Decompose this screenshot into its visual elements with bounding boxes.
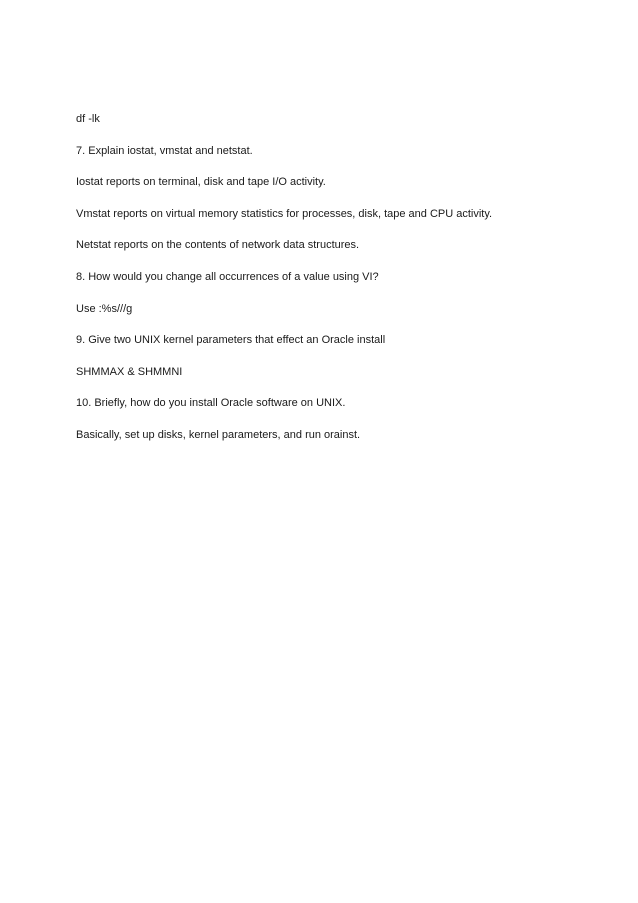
answer-netstat: Netstat reports on the contents of network data structures. (76, 239, 360, 252)
question-9: 9. Give two UNIX kernel parameters that effect an Oracle install (76, 334, 386, 347)
question-7: 7. Explain iostat, vmstat and netstat. (76, 144, 253, 157)
answer-8: Use :%s///g (76, 302, 133, 315)
answer-10: Basically, set up disks, kernel parameters, and run orainst. (76, 428, 361, 441)
answer-vmstat: Vmstat reports on virtual memory statistics for processes, disk, tape and CPU activity. (76, 207, 493, 220)
document-body (76, 112, 596, 460)
question-8: 8. How would you change all occurrences of a value using VI? (76, 270, 379, 283)
answer-9: SHMMAX & SHMMNI (76, 365, 183, 378)
question-10: 10. Briefly, how do you install Oracle software on UNIX. (76, 397, 346, 410)
command-line-df: df -lk (76, 113, 100, 125)
answer-iostat: Iostat reports on terminal, disk and tape I/O activity. (76, 176, 326, 189)
